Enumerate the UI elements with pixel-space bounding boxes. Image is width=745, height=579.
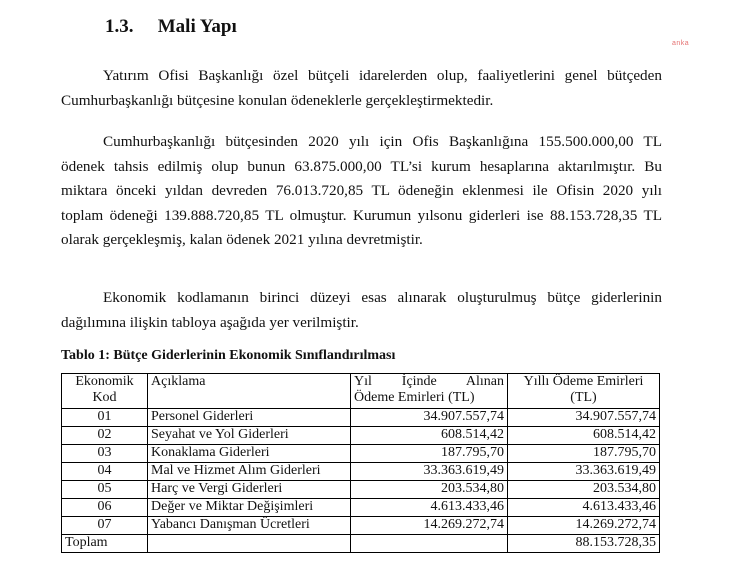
cell-year-orders: 14.269.272,74 — [351, 517, 508, 535]
cell-annual-orders: 608.514,42 — [508, 427, 660, 445]
header-annual-orders — [508, 374, 660, 409]
header-code — [62, 374, 148, 409]
cell-description: Değer ve Miktar Değişimleri — [148, 499, 351, 517]
paragraph-line: Yatırım Ofisi Başkanlığı özel bütçeli idarelerden olup, faaliyetlerini genel bütçeden — [103, 67, 662, 84]
table-header-row — [62, 374, 660, 409]
table-row — [62, 427, 660, 445]
section-number: 1.3. — [105, 16, 134, 37]
header-year-orders-line1: Yıl İçinde Alınan — [354, 374, 504, 389]
table-row — [62, 499, 660, 517]
table-row — [62, 445, 660, 463]
cell-year-orders: 203.534,80 — [351, 481, 508, 499]
cell-annual-orders: 33.363.619,49 — [508, 463, 660, 481]
header-year-orders — [351, 374, 508, 409]
paragraph-3 — [61, 286, 662, 335]
cell-description: Personel Giderleri — [148, 409, 351, 427]
header-annual-orders-line1: Yıllı Ödeme Emirleri — [523, 374, 644, 389]
section-heading — [105, 16, 237, 38]
table-row — [62, 463, 660, 481]
cell-annual-orders: 34.907.557,74 — [508, 409, 660, 427]
paragraph-2 — [61, 130, 662, 253]
cell-code: 02 — [62, 427, 148, 445]
table-row — [62, 517, 660, 535]
cell-annual-orders: 203.534,80 — [508, 481, 660, 499]
paragraph-line: Cumhurbaşkanlığı bütçesinden 2020 yılı için Ofis Başkanlığına 155.500.000,00 TL — [103, 133, 662, 150]
cell-description: Mal ve Hizmet Alım Giderleri — [148, 463, 351, 481]
total-label: Toplam — [62, 535, 148, 553]
paragraph-line: miktara önceki yıldan devreden 76.013.720,85 TL ödeneğin eklenmesi ile Ofisin 2020 yılı — [61, 182, 662, 199]
watermark-logo: anka — [672, 40, 690, 47]
table-row — [62, 481, 660, 499]
cell-code: 01 — [62, 409, 148, 427]
table-row — [62, 409, 660, 427]
table-total-row — [62, 535, 660, 553]
cell-code: 07 — [62, 517, 148, 535]
paragraph-line: Cumhurbaşkanlığı bütçesine konulan ödeneklerle gerçekleştirmektedir. — [61, 91, 494, 109]
paragraph-1 — [61, 64, 662, 113]
cell-description: Konaklama Giderleri — [148, 445, 351, 463]
cell-code: 05 — [62, 481, 148, 499]
paragraph-line: Ekonomik kodlamanın birinci düzeyi esas alınarak oluşturulmuş bütçe giderlerinin — [103, 289, 662, 306]
header-code-line1: Ekonomik — [75, 374, 134, 389]
budget-table — [61, 373, 660, 553]
cell-code: 06 — [62, 499, 148, 517]
cell-annual-orders: 14.269.272,74 — [508, 517, 660, 535]
header-code-line2: Kod — [92, 390, 117, 405]
cell-year-orders: 34.907.557,74 — [351, 409, 508, 427]
section-title: Mali Yapı — [157, 16, 237, 37]
header-description: Açıklama — [148, 374, 351, 409]
cell-year-orders: 187.795,70 — [351, 445, 508, 463]
cell-code: 04 — [62, 463, 148, 481]
cell-year-orders: 4.613.433,46 — [351, 499, 508, 517]
cell-description: Harç ve Vergi Giderleri — [148, 481, 351, 499]
paragraph-line: toplam ödeneği 139.888.720,85 TL olmuştur. Kurumun yılsonu giderleri ise 88.153.728,35 TL — [61, 206, 662, 224]
paragraph-line: olarak gerçekleşmiş, kalan ödenek 2021 yılına devretmiştir. — [61, 231, 423, 248]
paragraph-line: dağılımına ilişkin tabloya aşağıda yer verilmiştir. — [61, 313, 359, 331]
paragraph-line: ödenek tahsis edilmiş olup bunun 63.875.000,00 TL’si kurum hesaplarına aktarılmıştır. Bu — [61, 157, 662, 175]
cell-code: 03 — [62, 445, 148, 463]
total-empty-year-orders — [351, 535, 508, 553]
table-caption: Tablo 1: Bütçe Giderlerinin Ekonomik Sınıflandırılması — [61, 348, 396, 363]
cell-year-orders: 608.514,42 — [351, 427, 508, 445]
cell-year-orders: 33.363.619,49 — [351, 463, 508, 481]
cell-description: Seyahat ve Yol Giderleri — [148, 427, 351, 445]
total-empty-description — [148, 535, 351, 553]
header-year-orders-line2: Ödeme Emirleri (TL) — [354, 390, 475, 405]
total-annual-orders: 88.153.728,35 — [508, 535, 660, 553]
cell-annual-orders: 4.613.433,46 — [508, 499, 660, 517]
cell-description: Yabancı Danışman Ücretleri — [148, 517, 351, 535]
header-annual-orders-line2: (TL) — [570, 390, 597, 405]
cell-annual-orders: 187.795,70 — [508, 445, 660, 463]
